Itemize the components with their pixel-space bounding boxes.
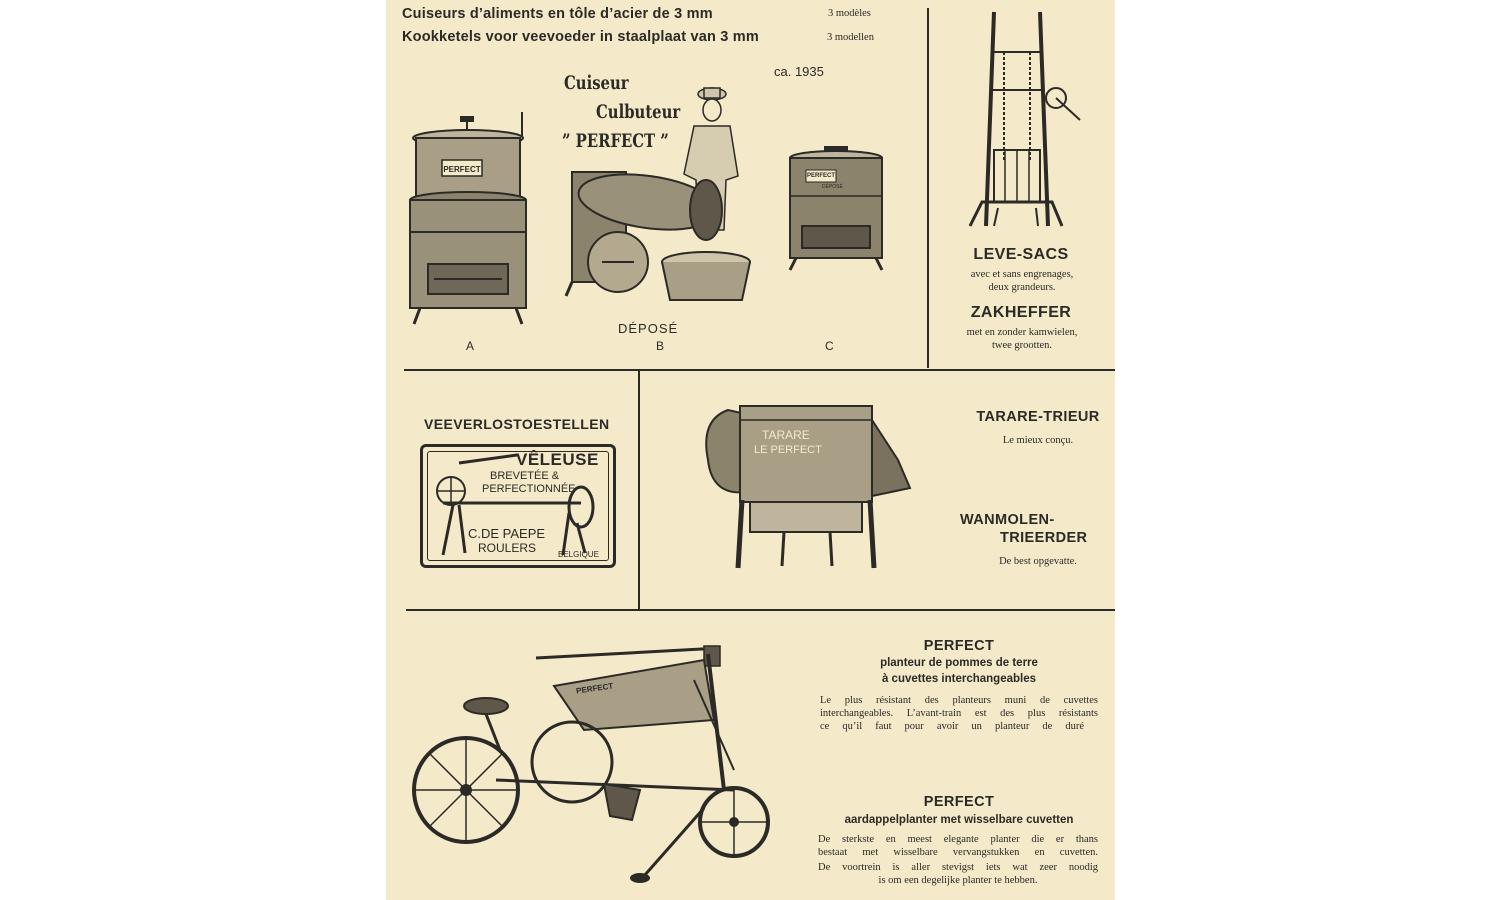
tarare-machine-text1: TARARE (762, 428, 810, 442)
planter-fr-p1: Le plus résistant des planteurs muni de cuvettes (820, 695, 1098, 706)
planter-machine-text: PERFECT (575, 681, 614, 696)
tarare-machine-text2: LE PERFECT (754, 444, 822, 456)
divider-horizontal-1 (404, 369, 1115, 371)
planter-nl-p2: bestaat met wisselbare vervangstukken en cuvetten. (818, 847, 1098, 858)
label-a: A (466, 339, 475, 353)
cooker-a-illustration (404, 112, 534, 328)
leve-sacs-desc-2: deux grandeurs. (988, 282, 1056, 293)
tarare-title-nl-1: WANMOLEN- (960, 512, 1055, 528)
header-line-nl: Kookketels voor veevoeder in staalplaat van 3 mm (402, 29, 759, 45)
veleuse-plate-line1: VÊLEUSE (516, 450, 599, 469)
planter-fr-sub2: à cuvettes interchangeables (881, 673, 1037, 685)
leve-sacs-title: LEVE-SACS (973, 246, 1069, 263)
planter-nl-title: PERFECT (923, 794, 995, 810)
cooker-c-depose: DÉPOSÉ (822, 184, 843, 190)
divider-horizontal-2 (406, 609, 1115, 611)
header-count-fr: 3 modèles (828, 8, 871, 19)
veleuse-plate-line3: PERFECTIONNÉE (482, 483, 576, 495)
cooker-title-line3: ” PERFECT ” (562, 130, 669, 152)
cooker-depose: DÉPOSÉ (618, 321, 679, 336)
cooker-c-badge: PERFECT (806, 173, 835, 179)
divider-vertical-middle (638, 371, 640, 609)
cooker-c-illustration (784, 146, 890, 276)
planter-nl-sub: aardappelplanter met wisselbare cuvetten (844, 814, 1074, 826)
cooker-title-line2: Culbuteur (596, 101, 681, 123)
sack-lifter-illustration (964, 12, 1084, 232)
planter-illustration (404, 640, 782, 886)
label-c: C (825, 339, 834, 353)
tarare-title-fr: TARARE-TRIEUR (976, 409, 1100, 425)
planter-nl-p4: is om een degelijke planter te hebben. (878, 875, 1038, 886)
zakheffer-desc-2: twee grootten. (991, 340, 1053, 351)
leve-sacs-desc-1: avec et sans engrenages, (970, 269, 1074, 280)
tarare-desc-nl: De best opgevatte. (999, 556, 1077, 567)
label-b: B (656, 339, 665, 353)
tarare-title-nl-2: TRIEERDER (1000, 530, 1088, 546)
tarare-desc-fr: Le mieux conçu. (1002, 435, 1074, 446)
cooker-title-line1: Cuiseur (564, 72, 629, 94)
veleuse-plate-line4: C.DE PAEPE (468, 526, 546, 541)
header-line-fr: Cuiseurs d’aliments en tôle d’acier de 3 mm (402, 6, 713, 22)
planter-fr-p2: interchangeables. L’avant-train est des plus résistants (820, 708, 1098, 719)
planter-fr-p3: ce qu’il faut pour avoir un planteur de duré (820, 721, 1084, 732)
planter-nl-p3: De voortrein is aller stevigst iets wat zeer noodig (818, 862, 1098, 873)
tarare-illustration (698, 400, 912, 572)
veleuse-plate-line2: BREVETÉE & (490, 470, 560, 482)
zakheffer-title: ZAKHEFFER (970, 304, 1072, 321)
cooker-b-illustration (566, 84, 766, 310)
catalog-page (386, 0, 1115, 900)
cooker-a-badge: PERFECT (443, 165, 481, 174)
header-count-nl: 3 modellen (827, 32, 874, 43)
divider-vertical-top (927, 8, 929, 368)
veleuse-plate-line6: BELGIQUE (558, 550, 599, 559)
veleuse-plate-line5: ROULERS (478, 541, 537, 555)
planter-nl-p1: De sterkste en meest elegante planter die er thans (818, 834, 1098, 845)
date-label: ca. 1935 (774, 64, 824, 79)
planter-fr-sub1: planteur de pommes de terre (880, 657, 1038, 669)
zakheffer-desc-1: met en zonder kamwielen, (966, 327, 1078, 338)
veeverlos-title: VEEVERLOSTOESTELLEN (424, 416, 610, 432)
planter-fr-title: PERFECT (923, 638, 995, 654)
